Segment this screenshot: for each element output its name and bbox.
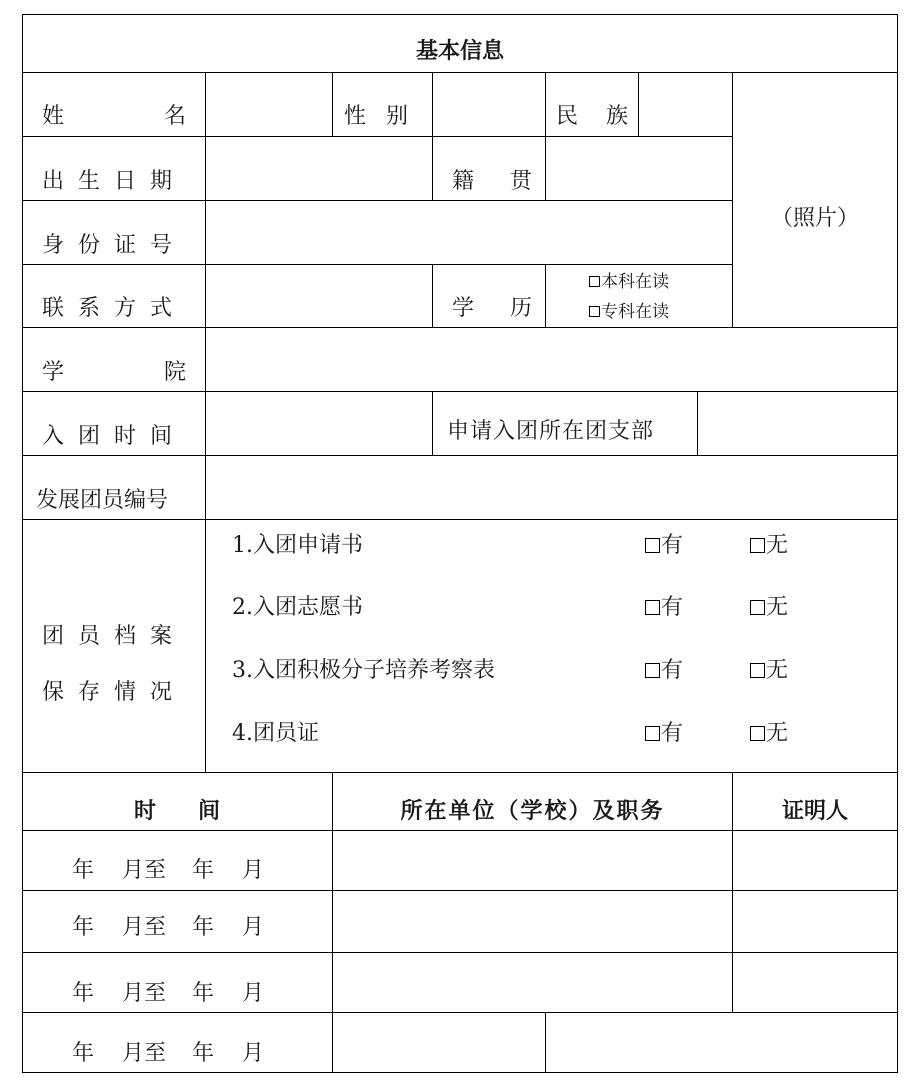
history-row-time[interactable]: [72, 916, 264, 940]
gender-label: 性别: [344, 104, 429, 129]
checkbox-icon[interactable]: [750, 538, 765, 553]
border-left: [22, 14, 23, 1073]
history-witness-field[interactable]: [546, 1013, 897, 1072]
year-label: 年: [72, 858, 95, 883]
history-row-time[interactable]: [72, 982, 264, 1006]
branch-field[interactable]: [698, 392, 897, 455]
divider: [432, 136, 433, 200]
member-number-field[interactable]: [206, 456, 897, 519]
birth-date-label: 出生日期: [42, 169, 187, 194]
divider: [732, 72, 733, 327]
archive-no-label: 无: [766, 595, 789, 620]
month-label: 月: [242, 1041, 265, 1066]
year-label: 年: [72, 981, 95, 1006]
id-number-field[interactable]: [206, 201, 732, 264]
month-to-label: 月至: [122, 981, 167, 1006]
history-unit-field[interactable]: [333, 1013, 545, 1072]
year-label: 年: [192, 981, 215, 1006]
month-label: 月: [242, 981, 265, 1006]
year-label: 年: [72, 915, 95, 940]
form-title: 基本信息: [415, 39, 504, 64]
name-label-text: 姓名: [42, 104, 287, 129]
branch-label: 申请入团所在团支部: [447, 419, 655, 444]
checkbox-icon[interactable]: [750, 600, 765, 615]
college-field[interactable]: [206, 328, 897, 391]
archive-item-no[interactable]: [750, 722, 788, 746]
college-label: [42, 360, 287, 385]
education-option-college[interactable]: [589, 302, 669, 322]
history-header-unit: 所在单位（学校）及职务: [400, 799, 665, 824]
history-row-time[interactable]: [72, 859, 264, 883]
border-top: [22, 14, 898, 15]
archive-yes-label: 有: [661, 721, 684, 746]
divider: [332, 72, 333, 136]
photo-placeholder: （照片）: [770, 206, 859, 231]
name-field[interactable]: [206, 73, 332, 136]
month-to-label: 月至: [122, 915, 167, 940]
history-header-witness: 证明人: [781, 799, 848, 824]
year-label: 年: [192, 858, 215, 883]
native-place-label: 籍贯: [452, 169, 569, 194]
checkbox-icon[interactable]: [645, 600, 660, 615]
archive-item-yes[interactable]: [645, 659, 683, 683]
history-witness-field[interactable]: [733, 831, 897, 890]
archive-yes-label: 有: [661, 658, 684, 683]
archive-item-label: 4.团员证: [232, 721, 319, 746]
checkbox-icon[interactable]: [750, 663, 765, 678]
ethnicity-field[interactable]: [639, 73, 732, 136]
month-label: 月: [242, 915, 265, 940]
checkbox-icon[interactable]: [750, 726, 765, 741]
month-to-label: 月至: [122, 858, 167, 883]
archive-label-line1: 团员档案: [42, 624, 187, 649]
archive-yes-label: 有: [661, 595, 684, 620]
college-label-text: 学院: [42, 360, 287, 385]
archive-item-yes[interactable]: [645, 534, 683, 558]
checkbox-icon[interactable]: [589, 276, 600, 287]
checkbox-icon[interactable]: [645, 538, 660, 553]
year-label: 年: [192, 915, 215, 940]
join-time-label: 入团时间: [42, 424, 187, 449]
contact-label: 联系方式: [42, 296, 187, 321]
checkbox-icon[interactable]: [645, 663, 660, 678]
archive-item-label: 3.入团积极分子培养考察表: [232, 658, 495, 683]
archive-no-label: 无: [766, 533, 789, 558]
join-time-field[interactable]: [206, 392, 432, 455]
id-number-label: 身份证号: [42, 233, 187, 258]
education-option-undergrad[interactable]: [589, 272, 669, 292]
ethnicity-label: 民族: [556, 104, 657, 129]
archive-label-line2: 保存情况: [42, 680, 187, 705]
archive-no-label: 无: [766, 721, 789, 746]
birth-date-field[interactable]: [206, 137, 432, 200]
education-option-label: 专科在读: [601, 302, 669, 322]
education-option-label: 本科在读: [601, 272, 669, 292]
divider: [432, 391, 433, 455]
checkbox-icon[interactable]: [589, 306, 600, 317]
border-right: [897, 14, 898, 1073]
checkbox-icon[interactable]: [645, 726, 660, 741]
history-row-time[interactable]: [72, 1042, 264, 1066]
year-label: 年: [72, 1041, 95, 1066]
history-witness-field[interactable]: [733, 953, 897, 1012]
gender-field[interactable]: [433, 73, 545, 136]
divider: [432, 264, 433, 327]
history-unit-field[interactable]: [333, 953, 732, 1012]
archive-yes-label: 有: [661, 533, 684, 558]
year-label: 年: [192, 1041, 215, 1066]
history-unit-field[interactable]: [333, 891, 732, 952]
archive-item-no[interactable]: [750, 534, 788, 558]
history-unit-field[interactable]: [333, 831, 732, 890]
archive-item-label: 2.入团志愿书: [232, 595, 363, 620]
archive-item-yes[interactable]: [645, 596, 683, 620]
border-bottom: [22, 1072, 898, 1073]
archive-item-no[interactable]: [750, 659, 788, 683]
archive-item-no[interactable]: [750, 596, 788, 620]
history-header-time: 时间: [133, 799, 262, 824]
archive-item-label: 1.入团申请书: [232, 533, 363, 558]
month-to-label: 月至: [122, 1041, 167, 1066]
contact-field[interactable]: [206, 265, 432, 327]
history-witness-field[interactable]: [733, 891, 897, 952]
member-number-label: 发展团员编号: [36, 488, 169, 513]
education-label: 学历: [452, 296, 569, 321]
native-place-field[interactable]: [546, 137, 732, 200]
archive-no-label: 无: [766, 658, 789, 683]
name-label: [42, 104, 287, 129]
month-label: 月: [242, 858, 265, 883]
divider: [22, 772, 898, 773]
divider: [22, 519, 898, 520]
archive-item-yes[interactable]: [645, 722, 683, 746]
divider: [545, 72, 546, 136]
